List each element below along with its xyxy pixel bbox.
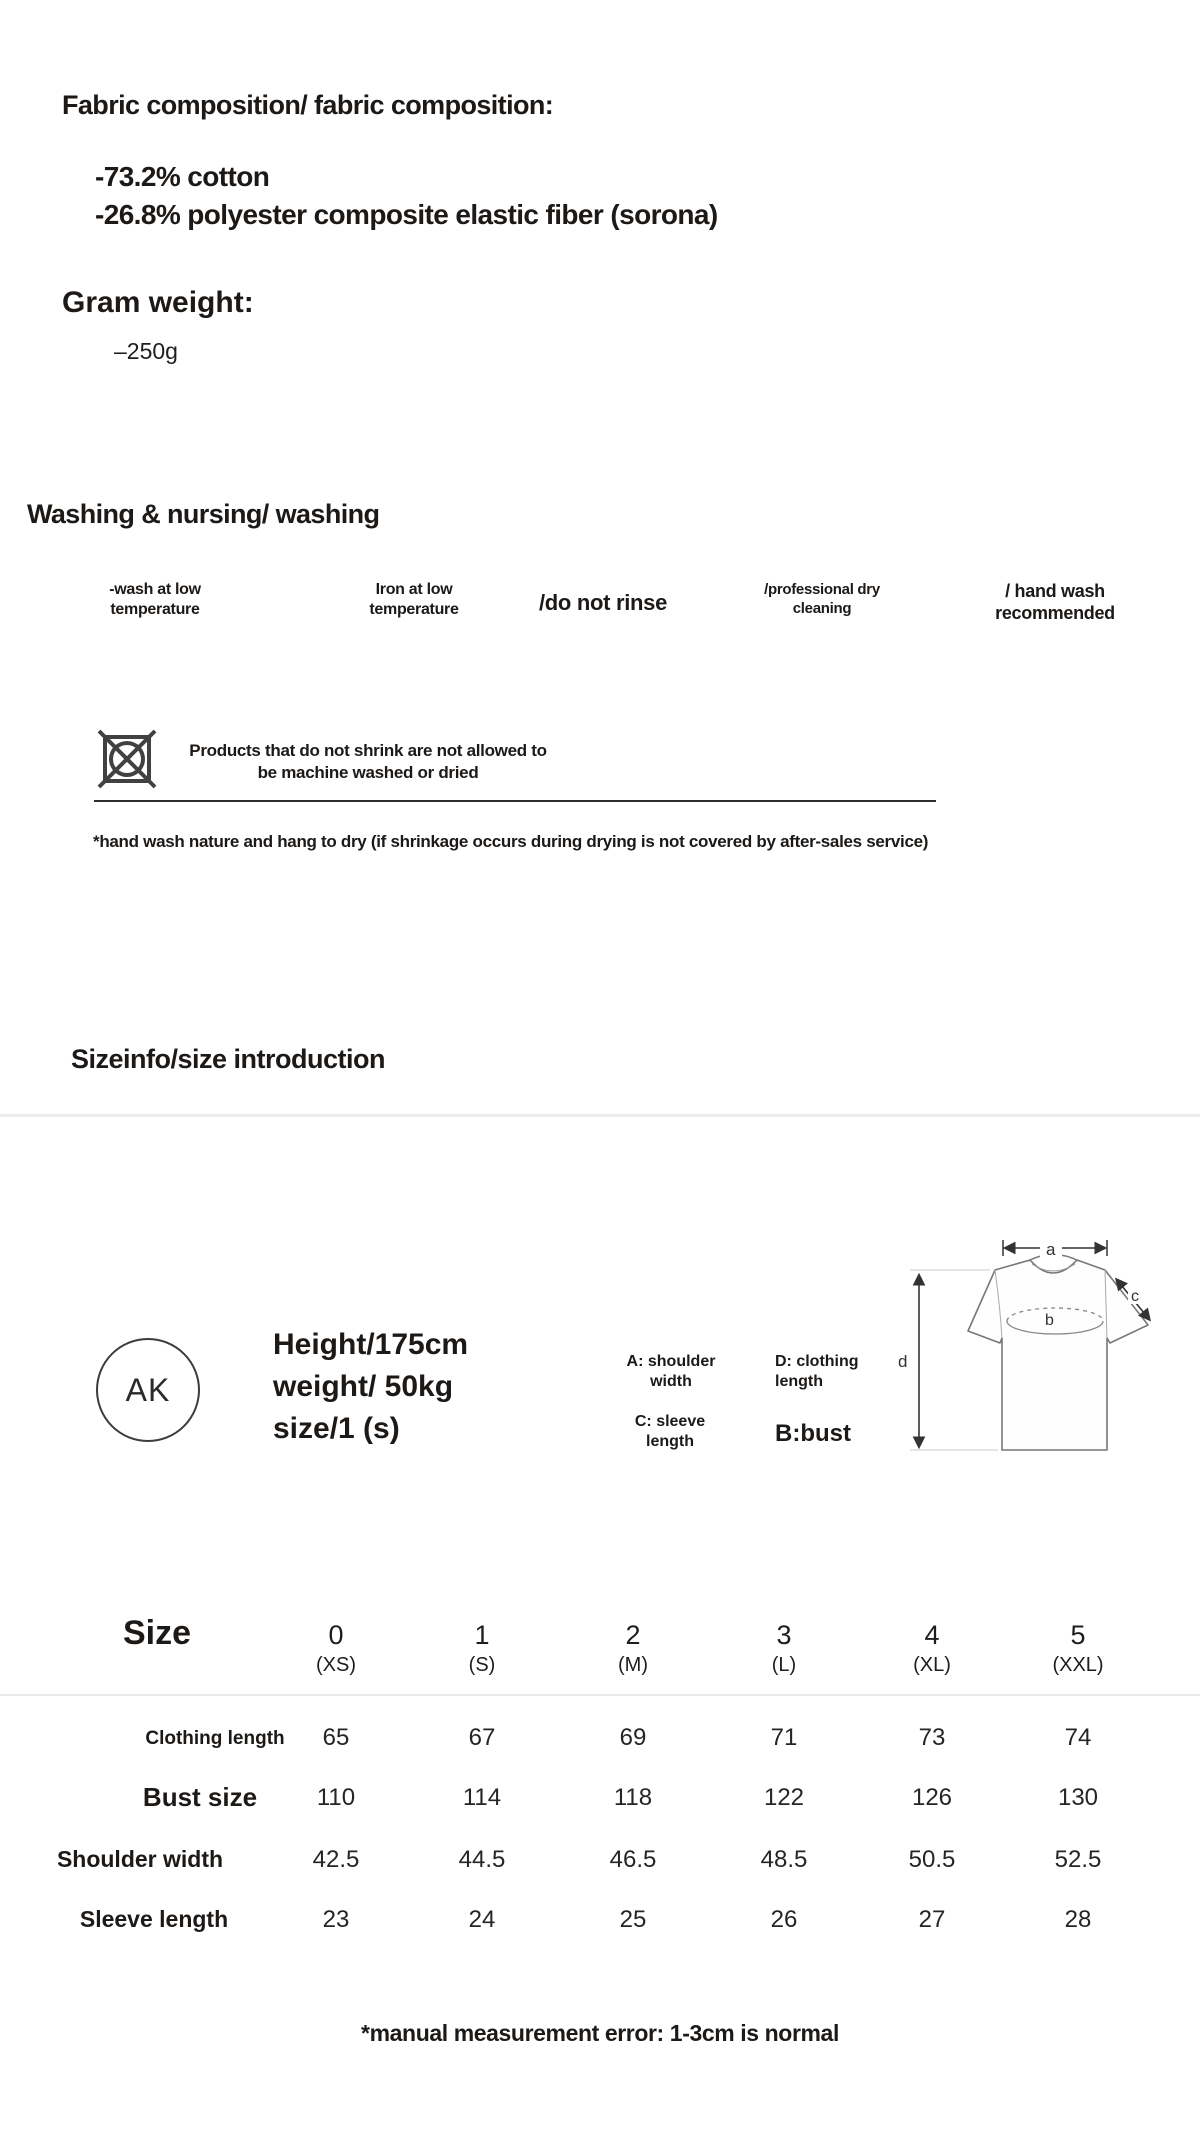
size-column-5: 5 (XXL) [1052, 1620, 1104, 1676]
model-height: Height/175cm [273, 1328, 469, 1361]
brand-badge: AK [96, 1338, 200, 1442]
row-label: Sleeve length [79, 1906, 229, 1932]
washing-heading: Washing & nursing/ washing [27, 499, 380, 529]
tshirt-outline [968, 1260, 1148, 1450]
measure-label-bust: B:bust [775, 1420, 851, 1447]
model-weight: weight/ 50kg [273, 1370, 454, 1403]
gram-weight-value: –250g [114, 338, 178, 364]
table-row-clothing-length: Clothing length 65 67 69 71 73 74 [145, 1724, 1092, 1751]
care-label-do-not-rinse: /do not rinse [538, 590, 668, 615]
care-label-dry-cleaning: /professional dry cleaning [764, 581, 880, 617]
do-not-machine-wash-icon [96, 728, 158, 790]
model-size: size/1 (s) [273, 1412, 400, 1445]
size-column-2: 2 (M) [618, 1620, 648, 1676]
model-info [273, 1324, 468, 1450]
shrink-note: Products that do not shrink are not allowed to be machine washed or dried [189, 741, 547, 782]
measure-label-clothing-length: D: clothing length [775, 1353, 859, 1390]
gram-weight-heading: Gram weight: [62, 286, 254, 319]
size-column-4: 4 (XL) [913, 1620, 951, 1676]
table-row-bust-size: Bust size 110 114 118 122 126 130 [142, 1782, 1099, 1812]
care-label-iron-low-temp: Iron at low temperature [369, 581, 459, 618]
table-row-sleeve-length: Sleeve length 23 24 25 26 27 28 [79, 1906, 1092, 1933]
tshirt-measure-diagram [890, 1226, 1160, 1471]
fabric-item-polyester: -26.8% polyester composite elastic fiber (sorona) [95, 199, 718, 230]
care-label-wash-low-temp: -wash at low temperature [109, 581, 201, 618]
row-label: Bust size [142, 1782, 258, 1812]
size-column-0: 0 (XS) [316, 1620, 356, 1676]
size-table-header: Size [122, 1614, 192, 1652]
fabric-heading: Fabric composition/ fabric composition: [62, 90, 554, 120]
diagram-letter-a: a [1046, 1240, 1056, 1259]
size-column-1: 1 (S) [468, 1620, 496, 1676]
measure-label-shoulder-width: A: shoulder width [626, 1353, 716, 1390]
divider-dark [94, 800, 936, 802]
care-label-hand-wash: / hand wash recommended [995, 581, 1115, 623]
diagram-letter-d: d [898, 1352, 908, 1371]
hand-wash-note: *hand wash nature and hang to dry (if shrinkage occurs during drying is not covered by after-sales service) [93, 832, 929, 851]
row-label: Clothing length [145, 1728, 285, 1749]
diagram-letter-b: b [1045, 1312, 1054, 1329]
sizeinfo-heading: Sizeinfo/size introduction [71, 1044, 386, 1074]
table-row-shoulder-width: Shoulder width 42.5 44.5 46.5 48.5 50.5 52.5 [56, 1846, 1102, 1873]
size-column-3: 3 (L) [771, 1620, 797, 1676]
fabric-item-cotton: -73.2% cotton [95, 161, 270, 192]
divider-light [0, 1114, 1200, 1117]
table-divider [0, 1694, 1200, 1696]
diagram-letter-c: c [1131, 1288, 1139, 1305]
measurement-error-note: *manual measurement error: 1-3cm is normal [361, 2020, 839, 2046]
measure-label-sleeve-length: C: sleeve length [634, 1413, 706, 1450]
row-label: Shoulder width [56, 1846, 224, 1872]
fabric-items [95, 158, 718, 234]
